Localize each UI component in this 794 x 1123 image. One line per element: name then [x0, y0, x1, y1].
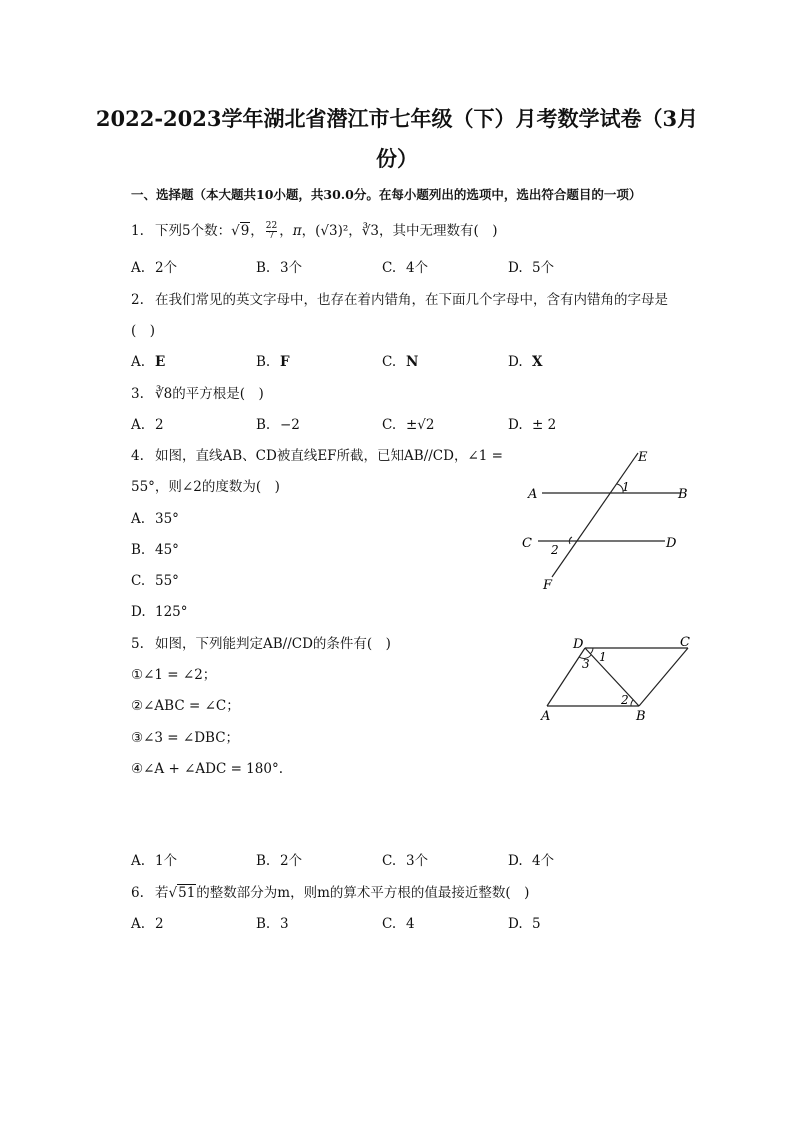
- fraction: $\frac{22}{7}$: [265, 221, 278, 241]
- option-a: A. E: [131, 354, 166, 370]
- label-a: A: [541, 709, 551, 724]
- option-b: B. 2个: [256, 853, 303, 869]
- radicand: 51: [178, 885, 196, 901]
- question-4-cont: 55°，则∠2的度数为( ): [131, 479, 280, 495]
- option-b: B. −2: [256, 417, 300, 433]
- condition-4: ④∠A + ∠ADC = 180°.: [131, 761, 283, 777]
- question-2: 2. 在我们常见的英文字母中，也存在着内错角，在下面几个字母中，含有内错角的字母是: [131, 292, 668, 308]
- option-c: C. 4个: [382, 260, 429, 276]
- option-c: C. 4: [382, 916, 415, 932]
- condition-1: ①∠1 = ∠2；: [131, 667, 217, 683]
- question-6: 6. 若√51的整数部分为m，则m的算术平方根的值最接近整数( ): [131, 885, 530, 901]
- option-a: A. 35°: [131, 511, 179, 527]
- option-c: C. 55°: [131, 573, 179, 589]
- section-header: 一、选择题（本大题共10小题，共30.0分。在每小题列出的选项中，选出符合题目的一项）: [131, 187, 642, 202]
- label-d: D: [666, 536, 677, 551]
- option-a: A. 1个: [131, 853, 178, 869]
- option-d: D. ± 2: [508, 417, 557, 433]
- question-3: 3. ∛8的平方根是( ): [131, 386, 264, 402]
- question-5: 5. 如图，下列能判定AB//CD的条件有( ): [131, 636, 391, 652]
- option-a: A. 2: [131, 417, 164, 433]
- label-b: B: [636, 709, 646, 724]
- option-d: D. 125°: [131, 604, 188, 620]
- label-1: 1: [622, 480, 630, 494]
- radicand: 9: [240, 223, 250, 239]
- question-4: 4. 如图，直线AB、CD被直线EF所截，已知AB//CD，∠1 =: [131, 448, 503, 464]
- label-f: F: [543, 578, 553, 593]
- line-ef: [552, 453, 638, 577]
- label-b: B: [678, 487, 688, 502]
- label-e: E: [638, 450, 648, 465]
- label-2: 2: [551, 543, 559, 557]
- question-number: 2.: [131, 292, 144, 308]
- label-c: C: [522, 536, 532, 551]
- option-d: D. 5个: [508, 260, 555, 276]
- label-c: C: [680, 635, 690, 650]
- parallel-lines-figure: [520, 445, 700, 595]
- exam-title-line1: 2022-2023学年湖北省潜江市七年级（下）月考数学试卷（3月: [95, 106, 699, 131]
- question-number: 3.: [131, 386, 144, 402]
- question-number: 5.: [131, 636, 144, 652]
- option-b: B. 3个: [256, 260, 303, 276]
- condition-2: ②∠ABC = ∠C；: [131, 698, 240, 714]
- parallelogram-figure: [535, 632, 700, 724]
- question-number: 4.: [131, 448, 144, 464]
- option-c: C. 3个: [382, 853, 429, 869]
- option-b: B. 45°: [131, 542, 179, 558]
- question-number: 6.: [131, 885, 144, 901]
- label-d: D: [573, 637, 584, 652]
- option-d: D. 5: [508, 916, 541, 932]
- label-1: 1: [599, 650, 607, 664]
- option-b: B. F: [256, 354, 290, 370]
- exam-title-line2: 份）: [376, 146, 418, 171]
- option-c: C. ±√2: [382, 417, 435, 433]
- question-1: 1. 下列5个数：√9， $\frac{22}{7}$ ，π，(√3)²，∛3，其中无理数有( ): [131, 221, 498, 241]
- question-number: 1.: [131, 223, 144, 239]
- option-d: D. 4个: [508, 853, 555, 869]
- option-c: C. N: [382, 354, 419, 370]
- option-a: A. 2个: [131, 260, 178, 276]
- condition-3: ③∠3 = ∠DBC；: [131, 730, 240, 746]
- question-2-cont: ( ): [131, 323, 156, 339]
- label-2: 2: [621, 693, 629, 707]
- option-b: B. 3: [256, 916, 289, 932]
- option-d: D. X: [508, 354, 543, 370]
- option-a: A. 2: [131, 916, 164, 932]
- label-3: 3: [582, 657, 590, 671]
- label-a: A: [528, 487, 538, 502]
